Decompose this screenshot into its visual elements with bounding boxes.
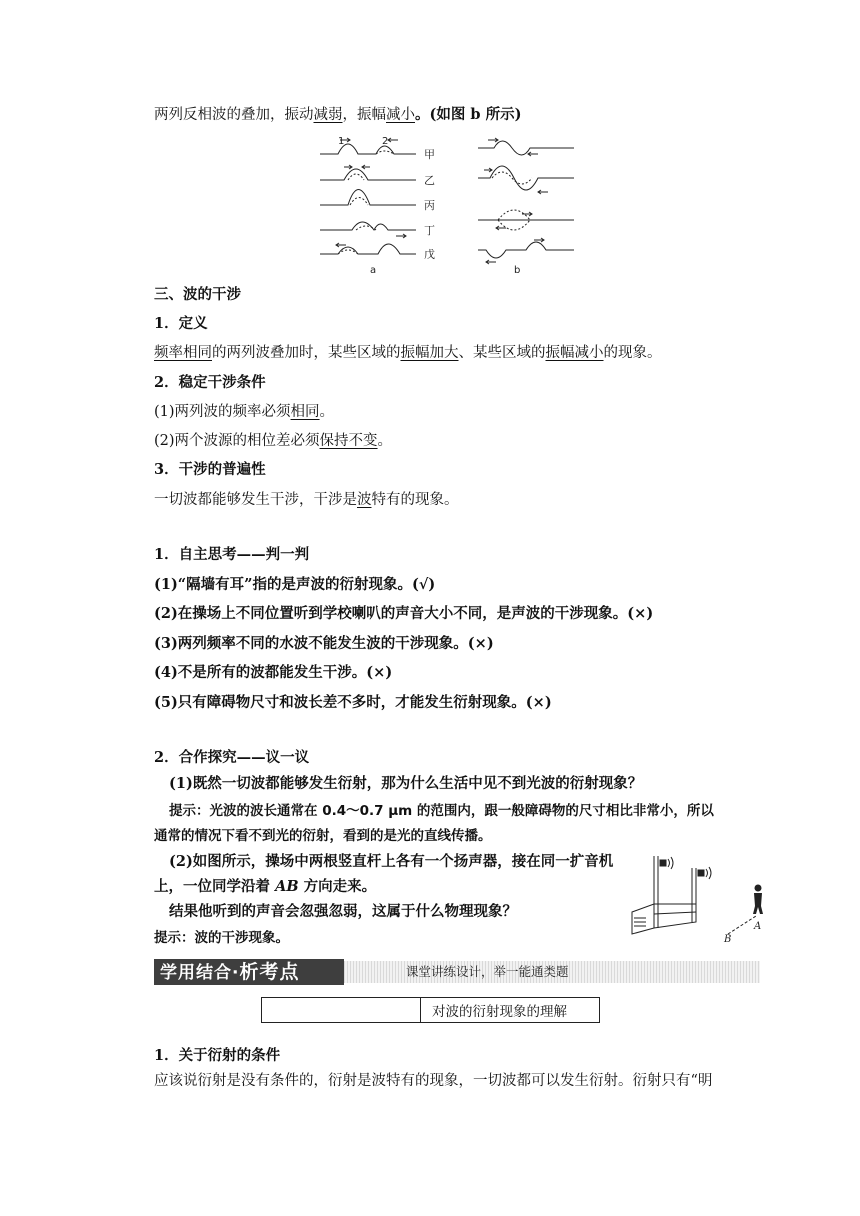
condition-text: 。 [377, 433, 393, 449]
underline-amplitude-increase: 振幅加大 [400, 345, 459, 361]
figure-b [478, 138, 574, 264]
definition-part: 的两列波叠加时，某些区域的 [212, 345, 401, 361]
condition-text: (2)两个波源的相位差必须 [154, 433, 320, 449]
section-title: 三、波的干涉 [154, 286, 241, 303]
condition-text: 。 [319, 404, 335, 420]
intro-text: 两列反相波的叠加，振动 [154, 107, 314, 123]
topic-box [261, 997, 600, 1023]
wave-number-2: 2 [382, 136, 389, 147]
universality-text [154, 490, 459, 510]
figure-a [320, 138, 416, 254]
intro-underline-reduce: 减小 [386, 107, 415, 123]
universality-part: 一切波都能够发生干涉，干涉是 [154, 492, 357, 508]
judge-item: (1)“隔墙有耳”指的是声波的衍射现象。(√) [154, 576, 436, 593]
question-2-line-2 [154, 877, 376, 897]
row-label-ding: 丁 [424, 224, 435, 237]
condition-1 [154, 402, 334, 422]
judge-item: (2)在操场上不同位置听到学校喇叭的声音大小不同，是声波的干涉现象。(×) [154, 605, 654, 622]
judge-item: (3)两列频率不同的水波不能发生波的干涉现象。(×) [154, 635, 494, 652]
row-label-bing: 丙 [424, 199, 435, 212]
underline-same: 相同 [290, 404, 320, 420]
wave-superposition-figure [316, 132, 578, 278]
loudspeaker-figure [624, 852, 768, 944]
universality-part: 特有的现象。 [371, 492, 459, 508]
answer-1-line-2: 通常的情况下看不到光的衍射，看到的是光的直线传播。 [154, 828, 492, 844]
judge-item: (4)不是所有的波都能发生干涉。(×) [154, 664, 393, 681]
figure-label-b: b [514, 265, 521, 276]
question-2-line-3: 结果他听到的声音会忽强忽弱，这属于什么物理现象？ [169, 903, 517, 920]
row-label-yi: 乙 [424, 174, 435, 187]
banner-title [154, 959, 344, 985]
point-a-label: A [754, 921, 762, 932]
condition-2 [154, 431, 392, 451]
banner-subtitle: 课堂讲练设计，举一能通类题 [344, 961, 760, 983]
condition-title: 2．稳定干涉条件 [154, 374, 266, 391]
definition-title: 1．定义 [154, 315, 208, 332]
intro-line [154, 105, 521, 125]
banner-title-big: 析考点 [239, 961, 300, 983]
row-label-wu: 戊 [424, 248, 435, 261]
person-icon [753, 885, 763, 915]
underline-constant: 保持不变 [319, 433, 378, 449]
condition-text: (1)两列波的频率必须 [154, 404, 291, 420]
diffraction-text: 应该说衍射是没有条件的，衍射是波特有的现象，一切波都可以发生衍射。衍射只有“明 [154, 1073, 713, 1089]
answer-1-line-1: 提示：光波的波长通常在 0.4～0.7 μm 的范围内，跟一般障碍物的尺寸相比非常小，所以 [169, 803, 714, 819]
discuss-title: 2．合作探究——议一议 [154, 749, 310, 766]
universality-title: 3．干涉的普遍性 [154, 461, 266, 478]
wave-number-1: 1 [338, 136, 345, 147]
definition-part: 的现象。 [603, 345, 662, 361]
point-b-label: B [724, 934, 732, 944]
diffraction-title: 1．关于衍射的条件 [154, 1047, 281, 1064]
definition-part: 、某些区域的 [458, 345, 546, 361]
row-label-jia: 甲 [424, 148, 435, 161]
judge-item: (5)只有障碍物尺寸和波长差不多时，才能发生衍射现象。(×) [154, 694, 552, 711]
direction-ab: AB [275, 878, 299, 895]
question-1: (1)既然一切波都能够发生衍射，那为什么生活中见不到光波的衍射现象？ [169, 775, 643, 792]
question-2-text: 上，一位同学沿着 [154, 878, 276, 895]
figure-label-a: a [370, 265, 377, 276]
definition-text [154, 343, 662, 363]
topic-title: 对波的衍射现象的理解 [432, 1004, 567, 1020]
judge-title: 1．自主思考——判一判 [154, 546, 310, 563]
topic-divider [420, 998, 421, 1022]
answer-2: 提示：波的干涉现象。 [154, 930, 289, 946]
intro-underline-weaken: 减弱 [313, 107, 343, 123]
intro-text: ，振幅 [342, 107, 386, 123]
underline-amplitude-decrease: 振幅减小 [545, 345, 604, 361]
question-2-text: 方向走来。 [298, 878, 377, 895]
banner-title-pre: 学用结合· [160, 963, 240, 983]
question-2-line-1: (2)如图所示，操场中两根竖直杆上各有一个扬声器，接在同一扩音机 [169, 853, 614, 870]
underline-wave: 波 [357, 492, 372, 508]
intro-text: 。(如图 b 所示) [415, 106, 522, 123]
section-banner [154, 959, 760, 985]
underline-same-frequency: 频率相同 [154, 345, 212, 361]
